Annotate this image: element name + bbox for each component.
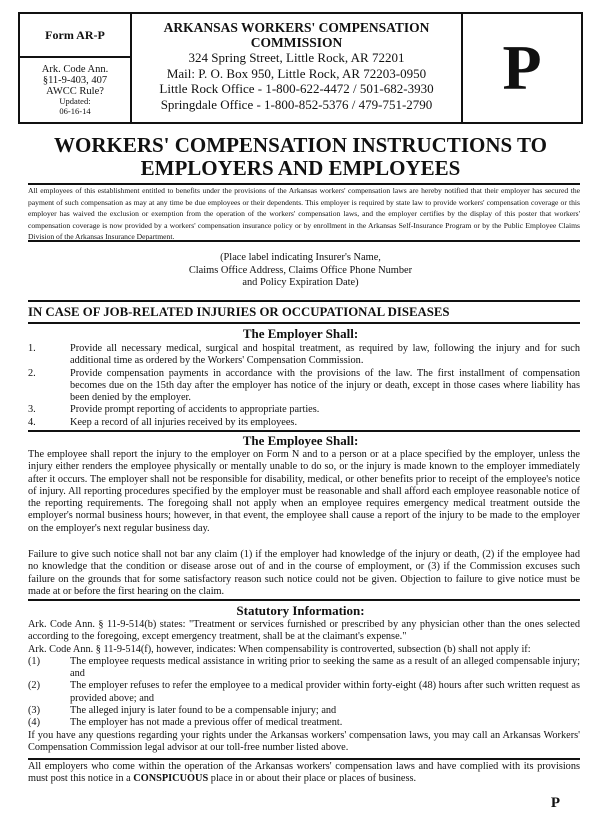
employee-paragraph-1: The employee shall report the injury to the employer on Form N and to a person or at a place specified by the employer, unless the injury either renders the employee physically or mentally unable to do so, or the injury is made known to the employer immediately after it occurs. The employer shall not be responsible for disability, medical, or other benefits prior to receipt of the employee's notice of injury. All reporting procedures specified by the employer must be reasonable and shall afford each employee reasonable notice of the reporting requirements. The foregoing shall not apply when an employee requires emergency medical treatment outside the employer's normal business hours; however, in that event, the employee shall cause a report of the injury to be made to the employer on the employer's next regular business day. — [28, 449, 580, 534]
statutory-heading: Statutory Information: — [236, 603, 365, 618]
item-text: Keep a record of all injuries received by its employees. — [70, 416, 298, 428]
statutory-paragraph: Ark. Code Ann. § 11-9-514(b) states: "Treatment or services furnished or prescribed by any physician other than the ones selected according to the foregoing, except emergency treatment, shall be at the claimant's expense." — [28, 619, 580, 643]
insurer-label-placeholder — [18, 252, 583, 290]
footer-letter-p: P — [550, 795, 560, 811]
title-line2: EMPLOYERS AND EMPLOYEES — [140, 156, 461, 180]
ark-code-line: §11-9-403, 407 — [42, 75, 108, 86]
placeholder-line: Claims Office Address, Claims Office Phone Number — [188, 264, 413, 276]
list-item — [28, 404, 580, 416]
item-number: (1) — [28, 655, 41, 667]
list-item — [28, 656, 580, 681]
divider — [28, 758, 580, 760]
item-text: The employer refuses to refer the employee to a medical provider within forty-eight (48) hours after such written request as provided above; and — [70, 680, 580, 704]
list-item — [28, 680, 580, 705]
item-number: (4) — [28, 717, 41, 729]
updated-date: 06-16-14 — [59, 105, 91, 116]
header-agency-panel — [132, 14, 463, 122]
divider — [28, 322, 580, 324]
item-text: The employee requests medical assistance in writing prior to seeking the same as a result of an alleged compensable injury; and — [70, 655, 580, 680]
updated-label: Updated: — [59, 96, 91, 106]
closing-text: place in or about their place or places of business. — [208, 773, 417, 785]
header-box — [18, 12, 583, 124]
list-item — [28, 343, 580, 368]
item-text: Provide prompt reporting of accidents to appropriate parties. — [70, 404, 320, 416]
employee-paragraph-2: Failure to give such notice shall not bar any claim (1) if the employer had knowledge of the injury or death, (2) if the employee had no knowledge that the condition or disease arose out of and in the course of employment, or (3) if the Commission excuses such failure on the grounds that for some satisfactory reason such notice could not be given. Objection to failure to give notice must be made at or before the first hearing on the claim. — [28, 549, 580, 597]
list-item — [28, 417, 580, 429]
big-letter-p: P — [502, 32, 542, 103]
item-text: Provide all necessary medical, surgical and hospital treatment, as required by law, following the injury and for such additional time as ordered by the Workers' Compensation Commission. — [70, 343, 580, 367]
item-number: 2. — [28, 367, 36, 379]
closing-paragraph — [28, 761, 580, 786]
header-left-panel — [20, 14, 132, 122]
item-number: 1. — [28, 343, 36, 354]
item-number: (3) — [28, 705, 41, 717]
divider — [28, 430, 580, 432]
intro-paragraph: All employees of this establishment entitled to benefits under the provisions of the Arkansas workers' compensation laws are hereby notified that their employer has secured the payment of such compensation as may at any time be due employees or their dependents. This employer is required by state law to provide workers' compensation coverage or this employer has waived the exclusion or exemption from the operation of the workers' compensation laws, and the employer certifies by the display of this poster that workers' compensation coverage is now provided by a workers' compensation insurance policy or by enrollment in the Arkansas Self-Insurance Program or by the Public Employee Claims Division of the Arkansas Insurance Department. — [28, 186, 580, 242]
section-heading: IN CASE OF JOB-RELATED INJURIES OR OCCUPATIONAL DISEASES — [28, 305, 450, 319]
divider — [28, 599, 580, 601]
ark-code-block — [20, 64, 130, 116]
employer-heading: The Employer Shall: — [242, 326, 359, 341]
employee-heading: The Employee Shall: — [242, 433, 359, 448]
statutory-paragraph: Ark. Code Ann. § 11-9-514(f), however, indicates: When compensability is controverted, subsection (b) shall not apply if: — [28, 643, 531, 655]
agency-name-line2: COMMISSION — [250, 35, 343, 50]
title-line1: WORKERS' COMPENSATION INSTRUCTIONS TO — [53, 133, 548, 157]
ark-code-line: Ark. Code Ann. — [41, 64, 109, 75]
closing-text: All employers who come within the operation of the Arkansas workers' compensation laws and have complied with its provisions must post this notice in a — [28, 761, 580, 785]
list-item — [28, 717, 580, 729]
item-text: Provide compensation payments in accordance with the provisions of the law. The first installment of compensation becomes due on the 15th day after the employer has notice of the injury or death, except in those cases where liability has been denied by the employer. — [70, 367, 580, 404]
item-number: (2) — [28, 680, 41, 692]
list-item — [28, 705, 580, 717]
ark-code-line: AWCC Rule? — [46, 86, 104, 97]
item-number: 3. — [28, 404, 36, 416]
item-text: The alleged injury is later found to be a compensable injury; and — [70, 705, 337, 717]
statutory-section — [28, 619, 580, 754]
list-item — [28, 368, 580, 405]
divider — [28, 300, 580, 302]
divider — [28, 240, 580, 242]
employer-list — [28, 343, 580, 429]
item-text: The employer has not made a previous offer of medical treatment. — [70, 717, 343, 729]
conspicuous-emphasis: CONSPICUOUS — [133, 773, 209, 785]
form-label: Form AR-P — [20, 14, 130, 58]
page-title — [18, 134, 583, 180]
agency-name-line1: ARKANSAS WORKERS' COMPENSATION — [163, 20, 430, 35]
little-rock-phone-line: Little Rock Office - 1-800-622-4472 / 501-682-3930 — [159, 81, 434, 96]
agency-address-line: 324 Spring Street, Little Rock, AR 72201 — [188, 50, 405, 65]
placeholder-line: (Place label indicating Insurer's Name, — [220, 252, 381, 263]
agency-mail-line: Mail: P. O. Box 950, Little Rock, AR 72203-0950 — [166, 65, 427, 81]
placeholder-line: and Policy Expiration Date) — [242, 277, 359, 288]
statutory-paragraph: If you have any questions regarding your rights under the Arkansas workers' compensation laws, you may call an Arkansas Workers' Compensation Commission legal advisor at our toll-free number listed above. — [28, 729, 580, 753]
item-number: 4. — [28, 416, 36, 428]
springdale-phone-line: Springdale Office - 1-800-852-5376 / 479-751-2790 — [160, 96, 433, 112]
